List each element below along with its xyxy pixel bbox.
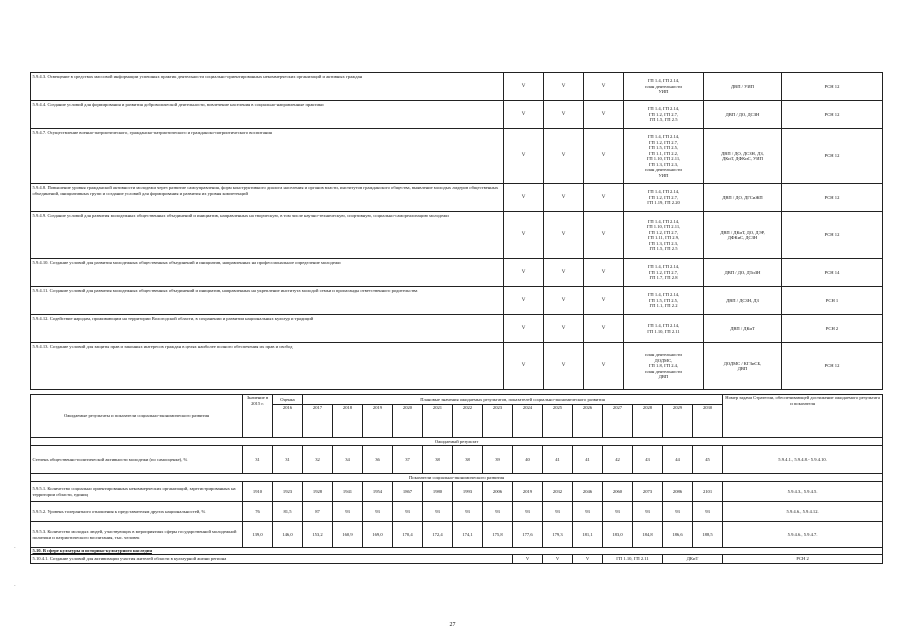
indicator-value: 42 (603, 446, 633, 474)
indicator-value: 37 (393, 446, 423, 474)
year-header: 2028 (633, 405, 663, 438)
year-header: 2024 (513, 405, 543, 438)
indicator-value: 41 (543, 446, 573, 474)
indicator-value: 93 (333, 502, 363, 522)
stage-mark: V (544, 129, 584, 184)
indicator-value: 183,0 (603, 522, 633, 548)
task-row (31, 101, 883, 129)
year-header: 2029 (663, 405, 693, 438)
indicator-value: 169,0 (363, 522, 393, 548)
indicator-value: 93 (693, 502, 723, 522)
stage-mark: V (504, 73, 544, 101)
stage-mark: V (573, 555, 603, 564)
indicator-value: 34 (333, 446, 363, 474)
task-row (31, 555, 883, 564)
indicator-value: 31 (243, 446, 273, 474)
indicator-value: 93 (573, 502, 603, 522)
indicator-value: 93 (393, 502, 423, 522)
programs-cell: ГП 1.4, ГП 2.14, ГП 1.2, ГП 2.7, ГП 1.19, ГП 2.20 (624, 184, 704, 212)
executor-cell: ДКиТ (663, 555, 723, 564)
stage-mark: V (584, 73, 624, 101)
year-header: 2016 (273, 405, 303, 438)
indicator-value: 38 (453, 446, 483, 474)
task-row (31, 315, 883, 343)
indicator-value: 181,1 (573, 522, 603, 548)
task-text (31, 101, 504, 129)
year-header: 2025 (543, 405, 573, 438)
indicator-value: 186,6 (663, 522, 693, 548)
task-text (31, 259, 504, 287)
stage-mark: V (584, 287, 624, 315)
stage-mark: V (584, 343, 624, 390)
task-id: 5.9.4.8. (32, 185, 47, 190)
indicator-value: 2101 (693, 482, 723, 502)
executor-cell: ДВП / ДО, ДГСиЖП (704, 184, 782, 212)
task-description: Создание условий для развития молодежных общественных объединений и инициатив, направленных на укрепление института молодой семьи и пропаганды ответственного родительства (49, 288, 418, 293)
indicator-label: Степень общественно-политической активности молодежи (по самооценке), % (31, 446, 243, 474)
tier-cell: РСН 1 (782, 287, 883, 315)
executor-cell: ДВП / ДО, ДСЗН (704, 101, 782, 129)
indicator-value: 172,4 (423, 522, 453, 548)
task-id: 5.9.4.10. (32, 260, 49, 265)
executor-cell: ДВП / ДКиТ, ДО, ДЭР, ДФКиС, ДСЗН (704, 212, 782, 259)
tier-cell: РСН 12 (782, 129, 883, 184)
indicator-value: 38 (423, 446, 453, 474)
task-description: Создание условий для активизации участия жителей области в культурной жизни региона (49, 556, 227, 562)
tier-cell: РСН 2 (782, 315, 883, 343)
task-id: 5.9.4.9. (32, 213, 47, 218)
indicator-value: 184,8 (633, 522, 663, 548)
stage-mark: V (584, 315, 624, 343)
programs-cell: ГП 1.4, ГП 2.14, ГП 1.2, ГП 2.7, ГП 1.7, ГП 2.8 (624, 259, 704, 287)
programs-cell: ГП 1.10, ГП 2.11 (603, 555, 663, 564)
indicator-value: 36 (363, 446, 393, 474)
task-row (31, 73, 883, 101)
indicator-label: 5.9.5.3. Количество молодых людей, участвующих в мероприятиях сферы государственной молодежной политики и патриотического воспитания, тыс. человек (31, 522, 243, 548)
indicator-value: 87 (303, 502, 333, 522)
indicator-value: 1923 (273, 482, 303, 502)
page-number: 27 (449, 622, 456, 628)
tasks-table (30, 72, 883, 390)
indicator-value: 45 (693, 446, 723, 474)
indicator-value: 174,1 (453, 522, 483, 548)
indicator-value: 170,4 (393, 522, 423, 548)
year-header: 2021 (423, 405, 453, 438)
stage-mark: V (504, 212, 544, 259)
indicator-value: 153,2 (303, 522, 333, 548)
tier-cell: РСН 12 (782, 343, 883, 390)
indicator-value: 93 (663, 502, 693, 522)
indicator-value: 146,0 (273, 522, 303, 548)
stage-mark: V (584, 101, 624, 129)
task-row (31, 184, 883, 212)
task-id: 5.9.4.13. (32, 344, 49, 349)
executor-cell: ДВП / ДКиТ (704, 315, 782, 343)
task-text (31, 315, 504, 343)
task-number-header: Номер задачи Стратегии, обеспечивающей достижение ожидаемого результата и показателя (723, 395, 883, 438)
indicator-value: 179,3 (543, 522, 573, 548)
year-header: 2026 (573, 405, 603, 438)
stage-mark: V (504, 129, 544, 184)
task-description: Осуществление военно-патриотического, гражданско-патриотического и гражданско-патриотического воспитания (47, 130, 272, 135)
year-header: 2027 (603, 405, 633, 438)
indicator-value: 1928 (303, 482, 333, 502)
task-text (31, 287, 504, 315)
indicator-value: 1910 (243, 482, 273, 502)
indicator-value: 1954 (363, 482, 393, 502)
indicator-value: 81,5 (273, 502, 303, 522)
stage-mark: V (504, 343, 544, 390)
indicator-tasks: 5.9.4.6., 5.9.4.7. (723, 522, 883, 548)
indicator-value: 2086 (663, 482, 693, 502)
task-row (31, 212, 883, 259)
executor-cell: ДОДМС / КГЗиСБ, ДВП (704, 343, 782, 390)
indicator-value: 2006 (483, 482, 513, 502)
task-id: 5.9.4.12. (32, 316, 49, 321)
year-header: 2022 (453, 405, 483, 438)
stage-mark: V (504, 315, 544, 343)
indicator-value: 93 (483, 502, 513, 522)
indicator-value: 93 (513, 502, 543, 522)
stage-mark: V (513, 555, 543, 564)
stage-mark: V (544, 101, 584, 129)
task-row (31, 343, 883, 390)
stage-mark: V (584, 184, 624, 212)
task-id: 5.9.4.11. (32, 288, 49, 293)
programs-cell: ГП 1.4, ГП 2.14, ГП 1.2, ГП 2.7, ГП 1.5, ГП 2.5, ГП 1.1, ГП 2.2, ГП 1.10, ГП 2.11, ГП 1.3, ГП 2.3, план деятельности УИП (624, 129, 704, 184)
stage-mark: V (584, 259, 624, 287)
stage-mark: V (544, 73, 584, 101)
indicator-row (31, 482, 883, 502)
stage-mark: V (544, 343, 584, 390)
task-description: Содействие народам, проживающим на территории Вологодской области, в сохранении и развитии национальных культур и традиций (49, 316, 314, 321)
programs-cell: ГП 1.4, ГП 2.14, ГП 1.10, ГП 2.11, ГП 1.2, ГП 2.7, ГП 1.11, ГП 2.9, ГП 1.3, ГП 2.3, ГП 1.5, ГП 2.5 (624, 212, 704, 259)
stage-mark: V (544, 315, 584, 343)
base-year-header: Значение в 2015 г. (243, 395, 273, 438)
task-text (31, 73, 504, 101)
tier-cell: РСН 12 (782, 73, 883, 101)
indicator-value: 2019 (513, 482, 543, 502)
programs-cell: ГП 1.4, ГП 2.14, ГП 1.5, ГП 2.5, ГП 1.1, ГП 2.2 (624, 287, 704, 315)
executor-cell: ДВП / ДО, ДСЗН, ДЗ, ДКиТ, ДФКиС, УИП (704, 129, 782, 184)
tier-cell: РСН 12 (782, 101, 883, 129)
indicator-value: 2046 (573, 482, 603, 502)
task-text (31, 129, 504, 184)
indicator-value: 41 (573, 446, 603, 474)
task-text (31, 184, 504, 212)
indicator-value: 2032 (543, 482, 573, 502)
stage-mark: V (543, 555, 573, 564)
estimate-header: Оценка (273, 395, 303, 405)
indicator-tasks: 5.9.4.6., 5.9.4.12. (723, 502, 883, 522)
indicator-label: 5.9.5.2. Уровень толерантного отношения к представителям других национальностей, % (31, 502, 243, 522)
tier-cell: РСН 2 (723, 555, 883, 564)
indicator-value: 1867 (393, 482, 423, 502)
executor-cell: ДВП / УИП (704, 73, 782, 101)
indicator-value: 39 (483, 446, 513, 474)
task-description: Создание условий для развития молодежных общественных объединений и инициатив, направленных на профессиональное определение молодежи (49, 260, 341, 265)
indicator-value: 93 (543, 502, 573, 522)
indicator-value: 1941 (333, 482, 363, 502)
programs-cell: ГП 1.4, ГП 2.14, ГП 1.2, ГП 2.7, ГП 1.5, ГП 2.5 (624, 101, 704, 129)
year-header: 2018 (333, 405, 363, 438)
stage-mark: V (544, 259, 584, 287)
stage-mark: V (504, 287, 544, 315)
stage-mark: V (544, 184, 584, 212)
indicator-value: 43 (633, 446, 663, 474)
stage-mark: V (504, 259, 544, 287)
indicator-tasks: 5.9.4.3., 5.9.4.5. (723, 482, 883, 502)
indicator-value: 93 (633, 502, 663, 522)
task-description: Освещение в средствах массовой информации успешных практик деятельности социально-ориентированных некоммерческих организаций и активных граждан (47, 74, 363, 79)
indicator-value: 31 (273, 446, 303, 474)
programs-cell: ГП 1.4, ГП 2.14, план деятельности УИП (624, 73, 704, 101)
indicators-label: Показатели социально-экономического развития (31, 474, 883, 482)
task-description: Создание условий для развития молодежных общественных объединений и инициатив, направленных на творческую, в том числе научно-техническую, спортивную, социально-самореализацию молодежи (47, 213, 449, 218)
indicators-table (30, 394, 883, 564)
indicator-value: 188,5 (693, 522, 723, 548)
indicator-row (31, 446, 883, 474)
task-description: Повышение уровня гражданской активности молодежи через развитие самоуправления, форм конструктивного диалога населения и органов власти, институтов гражданского общества, выявление молодых лидеров общественных объединений, инициативных групп и создание условий для формирования и развития их уровня компетенций (32, 185, 499, 196)
indicator-value: 1980 (423, 482, 453, 502)
indicator-value: 93 (603, 502, 633, 522)
indicator-value: 160,9 (333, 522, 363, 548)
executor-cell: ДВП / ДО, ДТиЗН (704, 259, 782, 287)
programs-cell: ГП 1.4, ГП 2.14, ГП 1.10, ГП 2.11 (624, 315, 704, 343)
section-title: 5.10. В сфере культуры и историко-культурного наследия (31, 548, 883, 555)
expected-result-label: Ожидаемый результат (31, 438, 883, 446)
task-description: Создание условий для защиты прав и законных интересов граждан в целях наиболее полного обеспечения их прав и свобод (49, 344, 293, 349)
task-description: Создание условий для формирования и развития добровольческой деятельности, вовлечение населения в социально-направленные практики (47, 102, 324, 107)
year-header: 2023 (483, 405, 513, 438)
indicators-header-row (31, 395, 883, 405)
year-header: 2030 (693, 405, 723, 438)
task-row (31, 287, 883, 315)
task-row (31, 259, 883, 287)
indicator-value: 76 (243, 502, 273, 522)
indicator-value: 93 (423, 502, 453, 522)
indicator-label: 5.9.5.1. Количество социально ориентированных некоммерческих организаций, зарегистрированных на территории области, единиц (31, 482, 243, 502)
indicator-tasks: 5.9.4.1., 5.9.4.8.- 5.9.4.10. (723, 446, 883, 474)
year-header: 2019 (363, 405, 393, 438)
stage-mark: V (504, 184, 544, 212)
stage-mark: V (504, 101, 544, 129)
indicator-row (31, 502, 883, 522)
year-header: 2020 (393, 405, 423, 438)
tier-cell: РСН 14 (782, 259, 883, 287)
indicator-value: 175,8 (483, 522, 513, 548)
indicator-value: 2073 (633, 482, 663, 502)
indicator-value: 2060 (603, 482, 633, 502)
indicator-value: 32 (303, 446, 333, 474)
programs-cell: план деятельности ДОДМС, ГП 1.8, ГП 2.4, план деятельности ДВП (624, 343, 704, 390)
indicator-value: 1993 (453, 482, 483, 502)
header-label: Ожидаемые результаты и показатели социально-экономического развития (31, 395, 243, 438)
task-row (31, 129, 883, 184)
stage-mark: V (544, 287, 584, 315)
task-id: 5.9.4.4. (32, 102, 47, 107)
executor-cell: ДВП / ДСЗН, ДЗ (704, 287, 782, 315)
indicator-value: 93 (453, 502, 483, 522)
indicator-value: 177,6 (513, 522, 543, 548)
stage-mark: V (544, 212, 584, 259)
task-id: 5.9.4.3. (32, 74, 47, 79)
task-text (31, 343, 504, 390)
indicator-row (31, 522, 883, 548)
stage-mark: V (584, 129, 624, 184)
indicator-value: 44 (663, 446, 693, 474)
document-page: 5.9.4.3. Освещение в средствах массовой информации успешных практик деятельности социально-ориентированных некоммерческих организаций и активных граждан V V V ГП 1.4, ГП 2.14, план деятельности УИП ДВП / УИП РСН 12 5.9.4.4. Создание условий для формирования и развития добровольческой деятельности, вовлечение населения в социально-направленные практики V V V ГП 1.4, ГП 2.14, ГП 1.2, ГП 2.7, ГП 1.5, ГП 2.5 ДВП / ДО, ДСЗН РСН 12 5.9.4.7. Осуществление военно-патриотического, гражданско-патриотического и гражданско-патриотического воспитания V V V ГП 1.4, ГП 2.14, ГП 1.2, ГП 2.7, ГП 1.5, ГП 2.5, ГП 1.1, ГП 2.2, ГП 1.10, ГП 2.11, ГП 1.3, ГП 2.3, план деятельности УИП ДВП / ДО, ДСЗН, ДЗ, ДКиТ, ДФКиС, УИП РСН 12 5.9.4.8. Повышение уровня гражданской активности молодежи через развитие самоуправления, форм конструктивного диалога населения и органов власти, институтов гражданского общества, выявление молодых лидеров общественных объединений, инициативных групп и создание условий для формирования и развития их уровня компетенций V V V ГП 1.4, ГП 2.14, ГП 1.2, ГП 2.7, ГП 1.19, ГП 2.20 ДВП / ДО, ДГСиЖП РСН 12 5.9.4.9. Создание условий для развития молодежных общественных объединений и инициатив, направленных на творческую, в том числе научно-техническую, спортивную, социально-самореализацию молодежи V V V ГП 1.4, ГП 2.14, ГП 1.10, ГП 2.11, ГП 1.2, ГП 2.7, ГП 1.11, ГП 2.9, ГП 1.3, ГП 2.3, ГП 1.5, ГП 2.5 ДВП / ДКиТ, ДО, ДЭР, ДФКиС, ДСЗН РСН 12 5.9.4.10. Создание условий для развития молодежных общественных объединений и инициатив, направленных на профессиональное определение молодежи V V V ГП 1.4, ГП 2.14, ГП 1.2, ГП 2.7, ГП 1.7, ГП 2.8 ДВП / ДО, ДТиЗН РСН 14 5.9.4.11. Создание условий для развития молодежных общественных объединений и инициатив, направленных на укрепление института молодой семьи и пропаганды ответственного родительства V V V ГП 1.4, ГП 2.14, ГП 1.5, ГП 2.5, ГП 1.1, ГП 2.2 ДВП / ДСЗН, ДЗ РСН 1 5.9.4.12. Содействие народам, проживающим на территории Вологодской области, в сохранении и развитии национальных культур и традиций V V V ГП 1.4, ГП 2.14, ГП 1.10, ГП 2.11 ДВП / ДКиТ РСН 2 5.9.4.13. Создание условий для защиты прав и законных интересов граждан в целях наиболее полного обеспечения их прав и свобод V V V план деятельности ДОДМС, ГП 1.8, ГП 2.4, план деятельности ДВП ДОДМС / КГЗиСБ, ДВП РСН 12 Ожидаемые результаты и показатели социально-экономического развития Значение в 2015 г. Оценка Плановые значения ожидаемых результатов, показателей социально-экономического развития Номер задачи Стратегии, обеспечивающей достижение ожидаемого результата и показателя 2016 2017 2018 2019 2020 2021 2022 2023 2024 2025 2026 2027 2028 2029 2030 Ожидаемый результат Степень общественно-политической активности молодежи (по самооценке), % 31 31 32 34 36 37 38 38 39 40 41 41 42 43 44 45 5.9.4.1., 5.9.4.8.- 5.9.4.10. Показатели социально-экономического развития 5.9.5.1. Количество социально ориентированных некоммерческих организаций, зарегистрированных на территории области, единиц 1910 1923 1928 1941 1954 1867 1980 1993 2006 2019 2032 2046 2060 2073 2086 2101 5.9.4.3., 5.9.4.5. 5.9.5.2. Уровень толерантного отношения к представителям других национальностей, % 76 81,5 87 93 93 93 93 93 93 93 93 93 93 93 93 93 5.9.4.6., 5.9.4.12. 5.9.5.3. Количество молодых людей, участвующих в мероприятиях сферы государственной молодежной политики и патриотического воспитания, тыс. человек 139,0 146,0 153,2 160,9 169,0 170,4 172,4 174,1 175,8 177,6 179,3 181,1 183,0 184,8 186,6 188,5 5.9.4.6., 5.9.4.7. 5.10. В сфере культуры и историко-культурного наследия 5.10.4.1. Создание условий для активизации участия жителей области в культурной жизни региона V V V ГП 1.10, ГП 2.11 ДКиТ РСН 2 ´ ´ 27 (0, 0, 905, 640)
task-text (31, 555, 513, 564)
stage-mark: V (584, 212, 624, 259)
task-text (31, 212, 504, 259)
tier-cell: РСН 12 (782, 212, 883, 259)
indicator-value: 40 (513, 446, 543, 474)
tier-cell: РСН 12 (782, 184, 883, 212)
indicator-value: 93 (363, 502, 393, 522)
task-id: 5.10.4.1. (32, 556, 49, 562)
year-header: 2017 (303, 405, 333, 438)
plan-header: Плановые значения ожидаемых результатов, показателей социально-экономического развития (303, 395, 723, 405)
indicator-value: 139,0 (243, 522, 273, 548)
task-id: 5.9.4.7. (32, 130, 47, 135)
